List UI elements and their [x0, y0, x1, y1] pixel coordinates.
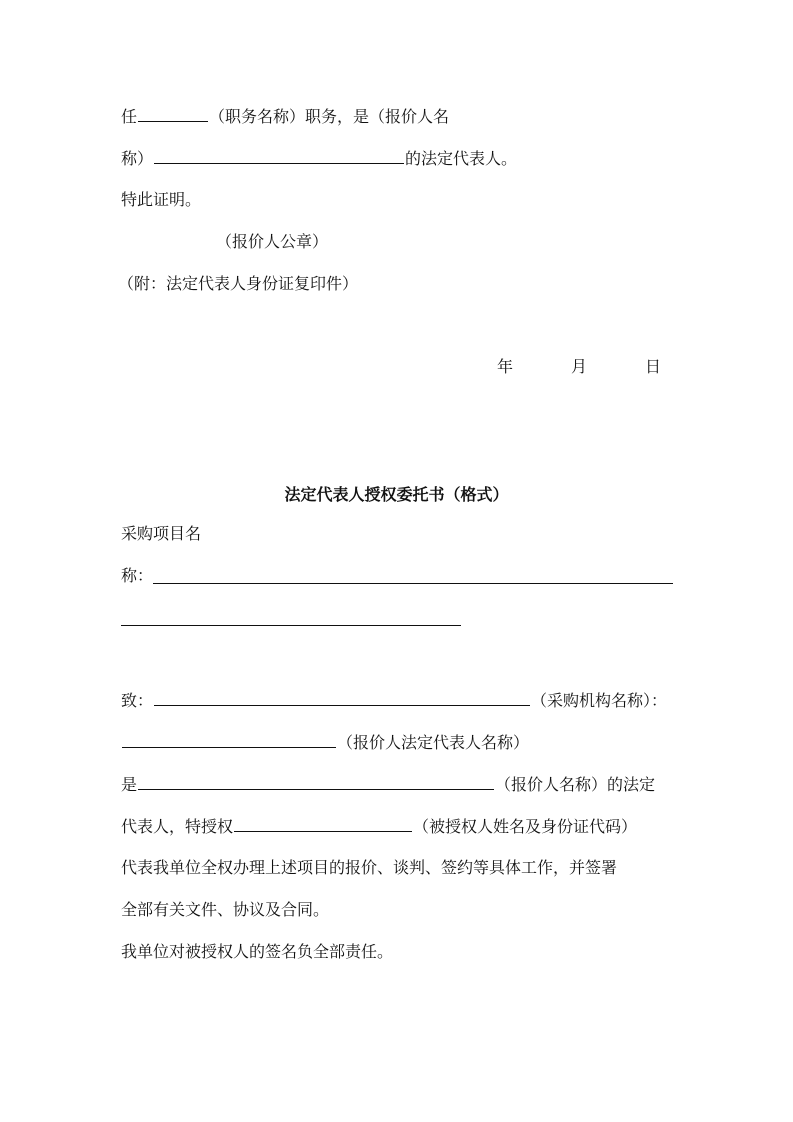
- is-suffix: （报价人名称）的法定: [495, 775, 656, 794]
- to-line: [121, 689, 667, 712]
- project-name-line: [121, 565, 153, 587]
- to-suffix: （采购机构名称）：: [531, 691, 668, 710]
- cert-line2-suffix: 的法定代表人。: [405, 149, 518, 168]
- project-name-label-2: 称：: [121, 566, 154, 585]
- cert-line1-suffix: （职务名称）职务，是（报价人名: [209, 107, 450, 126]
- purchasing-agency-blank: [154, 689, 530, 706]
- cert-line-bidder: [121, 147, 517, 170]
- authorize-line: [121, 815, 637, 838]
- cert-line-position: [121, 105, 449, 128]
- to-prefix: 致：: [121, 691, 154, 710]
- authorized-person-blank: [234, 815, 412, 832]
- auth-body-line-2: 全部有关文件、协议及合同。: [121, 900, 330, 919]
- cert-line2-prefix: 称）: [121, 149, 154, 168]
- cert-attachment-note: （附：法定代表人身份证复印件）: [118, 274, 359, 293]
- rep-name-line: [121, 731, 529, 754]
- project-name-label: 采购项目名: [121, 524, 202, 543]
- authorize-suffix: （被授权人姓名及身份证代码）: [413, 817, 638, 836]
- auth-body-line-1: 代表我单位全权办理上述项目的报价、谈判、签约等具体工作，并签署: [121, 858, 618, 877]
- is-prefix: 是: [121, 775, 138, 794]
- cert-date: [497, 356, 661, 378]
- authorize-prefix: 代表人，特授权: [121, 817, 234, 836]
- date-month: 月: [571, 357, 588, 376]
- cert-certify-text: 特此证明。: [121, 190, 202, 209]
- date-year: 年: [497, 357, 514, 376]
- is-line: [121, 773, 655, 796]
- cert-seal-text: （报价人公章）: [216, 232, 329, 251]
- position-blank: [138, 105, 208, 122]
- rep-name-blank: [122, 731, 336, 748]
- bidder-name-blank: [154, 147, 404, 164]
- auth-title: 法定代表人授权委托书（格式）: [284, 485, 509, 504]
- cert-line1-prefix: 任: [121, 107, 138, 126]
- rep-name-suffix: （报价人法定代表人名称）: [337, 733, 530, 752]
- date-day: 日: [645, 357, 662, 376]
- project-name-blank-1: [153, 583, 673, 584]
- auth-body-line-3: 我单位对被授权人的签名负全部责任。: [121, 942, 394, 961]
- project-name-blank-2: [121, 625, 461, 626]
- bidder-name-blank-2: [138, 773, 494, 790]
